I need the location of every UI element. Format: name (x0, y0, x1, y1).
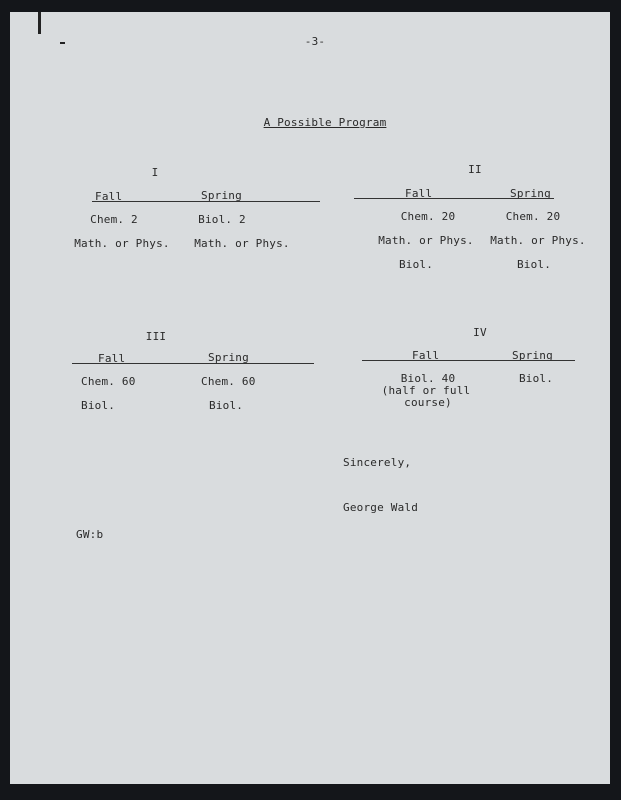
page-number: -3- (304, 35, 326, 48)
program-i-spring-course-1: Biol. 2 (198, 213, 246, 226)
program-iv-fall-course-1: Biol. 40 (400, 372, 456, 385)
signature: George Wald (343, 501, 419, 514)
program-iii-spring-course-1: Chem. 60 (201, 375, 256, 388)
program-i-spring-course-2: Math. or Phys. (194, 237, 290, 250)
program-iii-spring-course-2: Biol. (209, 399, 244, 412)
closing: Sincerely, (343, 456, 412, 469)
program-ii-numeral: II (468, 163, 482, 176)
program-iii-numeral: III (145, 330, 167, 343)
program-ii-spring-course-3: Biol. (516, 258, 552, 271)
program-ii-spring-course-2: Math. or Phys. (490, 234, 586, 247)
program-ii-fall-course-1: Chem. 20 (400, 210, 456, 223)
program-ii-spring-course-1: Chem. 20 (505, 210, 561, 223)
program-i-rule (92, 201, 320, 202)
ink-dot (60, 42, 65, 44)
program-ii-rule (354, 198, 554, 199)
program-iii-rule (72, 363, 314, 364)
program-i-fall-course-1: Chem. 2 (90, 213, 138, 226)
program-iv-spring-header: Spring (512, 349, 553, 362)
program-iv-fall-header: Fall (412, 349, 440, 362)
program-iv-numeral: IV (473, 326, 487, 339)
program-iv-fall-course-3: course) (404, 396, 452, 409)
program-ii-fall-header: Fall (405, 187, 433, 200)
document-page (10, 12, 610, 784)
program-iv-spring-course-1: Biol. (518, 372, 554, 385)
program-i-fall-course-2: Math. or Phys. (74, 237, 170, 250)
program-i-spring-header: Spring (201, 189, 242, 202)
program-i-fall-header: Fall (95, 190, 123, 203)
program-ii-fall-course-2: Math. or Phys. (378, 234, 474, 247)
program-iv-rule (362, 360, 575, 361)
program-i-numeral: I (151, 166, 159, 179)
page-heading: A Possible Program (263, 116, 387, 129)
program-ii-fall-course-3: Biol. (398, 258, 434, 271)
staple-mark (38, 12, 41, 34)
program-ii-spring-header: Spring (510, 187, 551, 200)
program-iii-spring-header: Spring (208, 351, 249, 364)
program-iii-fall-header: Fall (98, 352, 126, 365)
program-iv-fall-course-2: (half or full (381, 384, 471, 397)
program-iii-fall-course-1: Chem. 60 (81, 375, 136, 388)
typist-initials: GW:b (76, 528, 104, 541)
program-iii-fall-course-2: Biol. (81, 399, 116, 412)
